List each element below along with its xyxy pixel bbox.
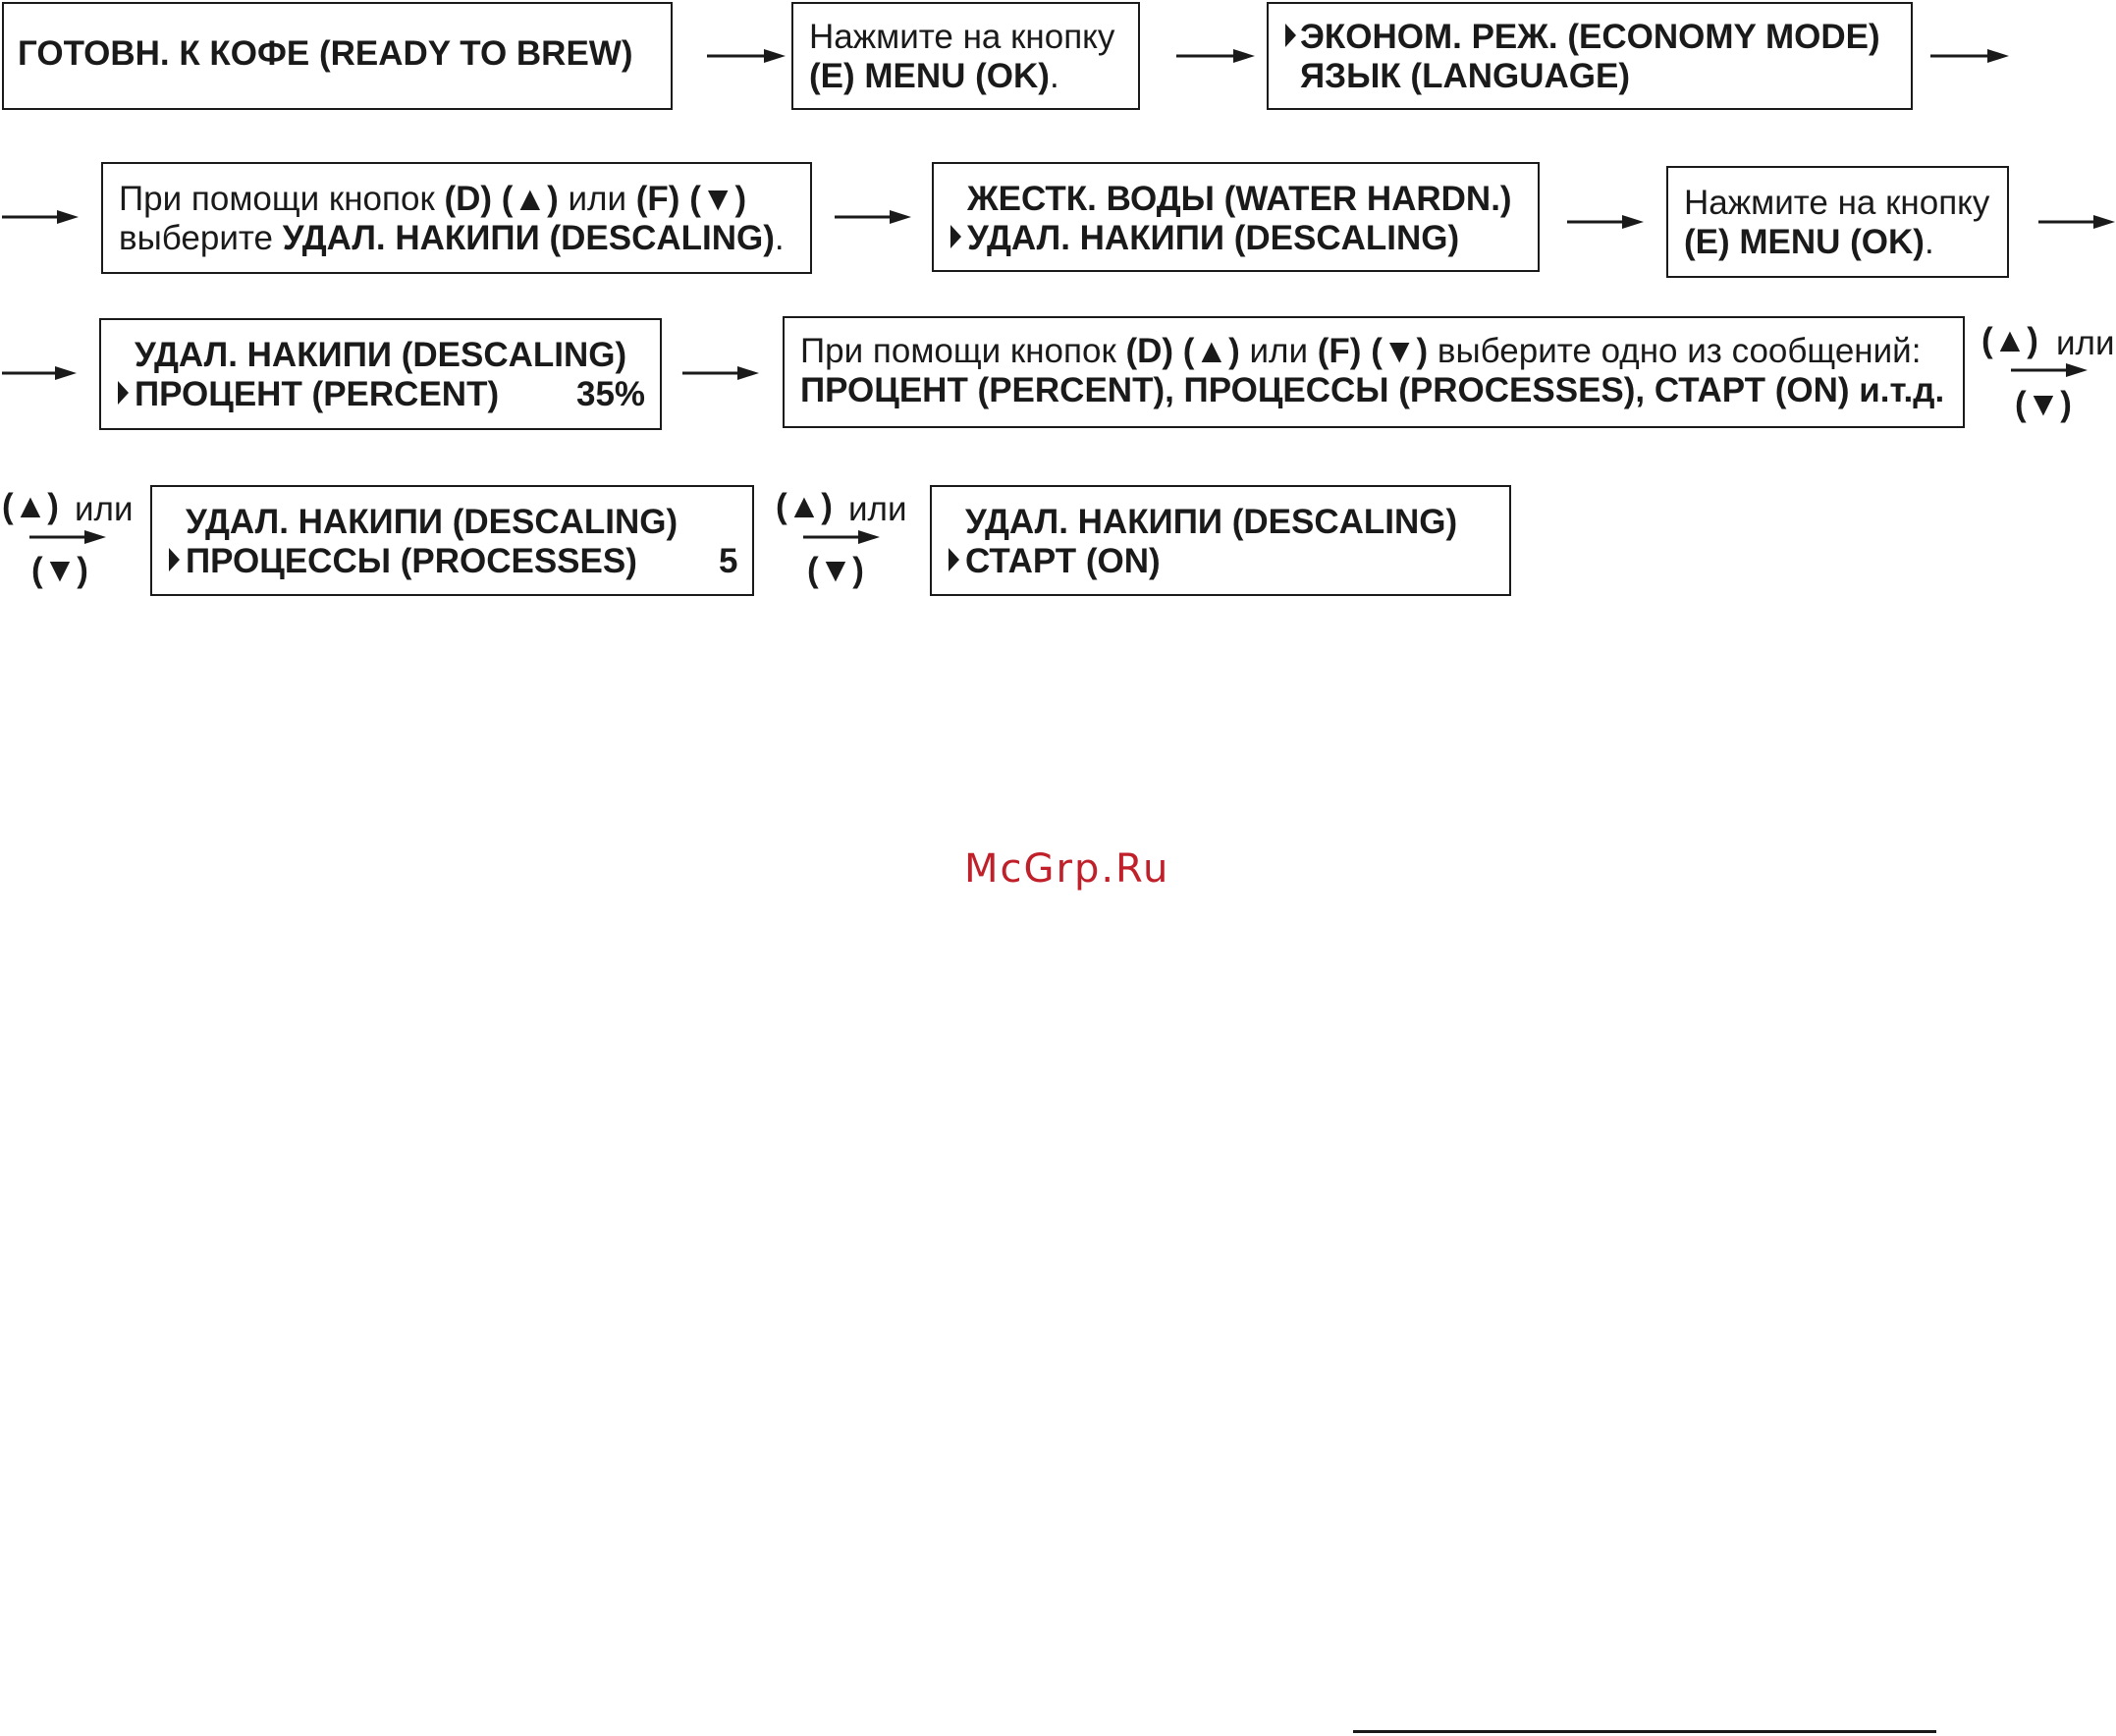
screen-line-1: ЖЕСТК. ВОДЫ (WATER HARDN.): [967, 180, 1512, 218]
arrow-right-icon: [2, 207, 79, 227]
up-arrow-icon: (▲): [776, 487, 833, 525]
instruction-select-descaling: [101, 162, 812, 274]
down-arrow-icon: (▼): [31, 551, 88, 589]
instruction-line-1: Нажмите на кнопку: [1684, 184, 1990, 222]
instruction-line-1: При помощи кнопок (D) (▲) или (F) (▼) выберите одно из сообщений:: [800, 332, 1922, 370]
screen-water-descaling: [932, 162, 1540, 272]
screen-descaling-processes: [150, 485, 754, 596]
screen-line-1: ЭКОНОМ. РЕЖ. (ECONOMY MODE): [1300, 18, 1880, 56]
down-arrow-icon: (▼): [2015, 385, 2072, 423]
up-arrow-icon: ▲: [513, 180, 548, 218]
screen-ready-to-brew: [2, 2, 673, 110]
processes-value: 5: [719, 542, 738, 580]
down-arrow-icon: ▼: [1382, 332, 1417, 370]
down-arrow-icon: (▼): [807, 551, 864, 589]
or-label: или: [75, 490, 134, 528]
screen-text: ГОТОВН. К КОФЕ (READY TO BREW): [18, 34, 633, 73]
arrow-right-icon: [835, 207, 911, 227]
cursor-marker-icon: [950, 225, 961, 248]
arrow-right-icon: [682, 363, 759, 383]
instruction-line-1: Нажмите на кнопку: [809, 18, 1115, 56]
footer-divider: [1353, 1730, 1936, 1733]
arrow-right-icon: [803, 527, 880, 547]
watermark: McGrp.Ru: [964, 846, 1170, 892]
instruction-select-message: [783, 316, 1965, 428]
cursor-marker-icon: [1285, 24, 1296, 47]
percent-value: 35%: [576, 375, 646, 413]
screen-line-1: УДАЛ. НАКИПИ (DESCALING): [135, 336, 627, 374]
up-arrow-icon: (▲): [1981, 321, 2038, 359]
screen-descaling-percent: [99, 318, 662, 430]
arrow-right-icon: [2, 363, 77, 383]
or-label: или: [2056, 324, 2115, 362]
arrow-right-icon: [2038, 212, 2115, 232]
cursor-marker-icon: [118, 381, 129, 405]
arrow-right-icon: [707, 46, 786, 66]
screen-descaling-start: [930, 485, 1511, 596]
arrow-right-icon: [2011, 360, 2088, 380]
screen-line-2: ПРОЦЕНТ (PERCENT): [135, 375, 500, 413]
menu-ok-button-label: (E) MENU (OK): [809, 57, 1050, 95]
screen-line-2: УДАЛ. НАКИПИ (DESCALING): [967, 219, 1460, 257]
instruction-press-menu-2: Нажмите на кнопку (E) MENU (OK).: [1666, 166, 2009, 278]
cursor-marker-icon: [949, 548, 959, 571]
cursor-marker-icon: [169, 548, 180, 571]
up-arrow-icon: (▲): [2, 487, 59, 525]
down-arrow-icon: ▼: [700, 180, 735, 218]
up-arrow-icon: ▲: [1194, 332, 1229, 370]
screen-line-2: ПРОЦЕССЫ (PROCESSES): [186, 542, 637, 580]
arrow-right-icon: [1930, 46, 2009, 66]
screen-line-2: ЯЗЫК (LANGUAGE): [1300, 57, 1631, 95]
instruction-line-2: выберите УДАЛ. НАКИПИ (DESCALING).: [119, 219, 785, 257]
arrow-right-icon: [29, 527, 106, 547]
screen-economy-language: [1267, 2, 1913, 110]
screen-line-1: УДАЛ. НАКИПИ (DESCALING): [186, 503, 678, 541]
screen-line-2: СТАРТ (ON): [965, 542, 1161, 580]
instruction-line-1: При помощи кнопок (D) (▲) или (F) (▼): [119, 180, 747, 218]
or-label: или: [848, 490, 907, 528]
menu-ok-button-label: (E) MENU (OK): [1684, 223, 1925, 261]
arrow-right-icon: [1176, 46, 1255, 66]
instruction-line-2: ПРОЦЕНТ (PERCENT), ПРОЦЕССЫ (PROCESSES), СТАРТ (ON) и.т.д.: [800, 371, 1945, 409]
instruction-press-menu: Нажмите на кнопку (E) MENU (OK).: [791, 2, 1140, 110]
screen-line-1: УДАЛ. НАКИПИ (DESCALING): [965, 503, 1458, 541]
arrow-right-icon: [1567, 212, 1644, 232]
